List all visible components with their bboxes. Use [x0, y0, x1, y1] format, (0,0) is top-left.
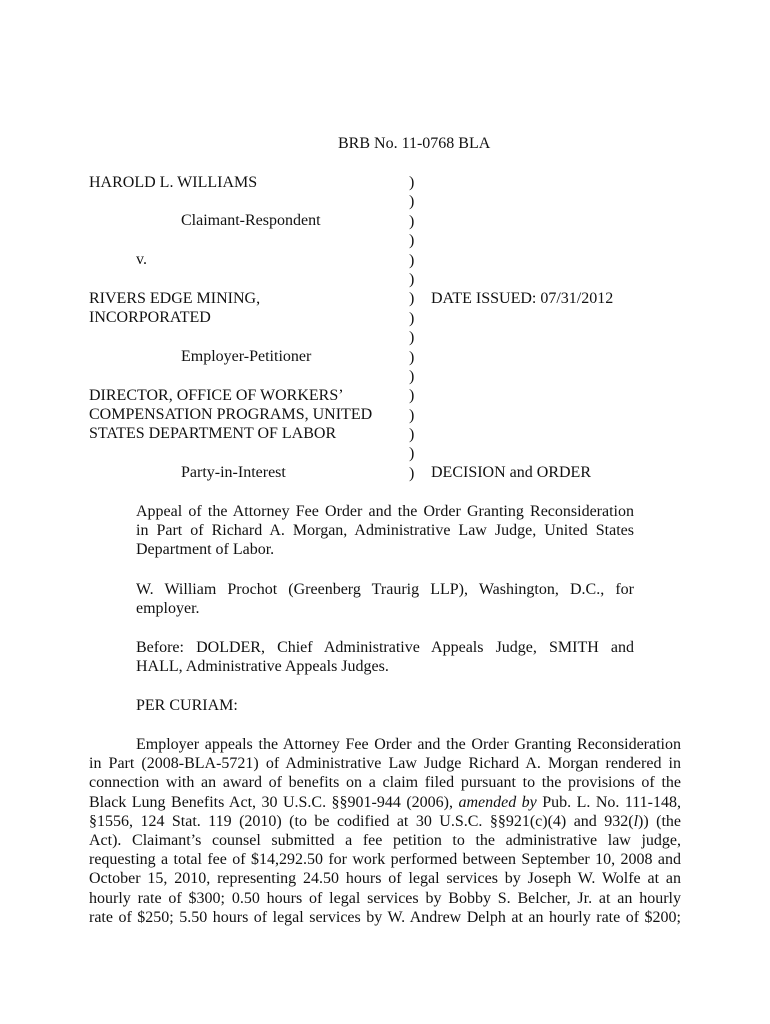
body-line: connection with an award of benefits on a claim filed pursuant to the provisions of the	[89, 774, 681, 792]
claimant-name: HAROLD L. WILLIAMS	[89, 174, 258, 191]
versus: v.	[136, 251, 147, 268]
caption-paren: )	[409, 290, 415, 308]
caption-paren: )	[409, 232, 415, 250]
caption-paren: )	[409, 329, 415, 347]
panel-paragraph	[136, 638, 634, 676]
caption-paren: )	[409, 309, 415, 327]
body-line: Employer appeals the Attorney Fee Order and the Order Granting Reconsideration	[136, 736, 681, 753]
docket-number: BRB No. 11-0768 BLA	[338, 135, 491, 152]
appeal-line: in Part of Richard A. Morgan, Administrative Law Judge, United States	[136, 522, 634, 540]
caption-paren: )	[409, 406, 415, 424]
caption-paren: )	[409, 445, 415, 463]
caption-paren: )	[409, 464, 415, 482]
caption-paren: )	[409, 426, 415, 444]
body-line: October 15, 2010, representing 24.50 hours of legal services by Joseph W. Wolfe at an	[89, 870, 681, 888]
employer-role: Employer-Petitioner	[181, 348, 312, 365]
party-role: Party-in-Interest	[181, 464, 286, 481]
counsel-paragraph	[136, 580, 634, 618]
body-line: Act). Claimant’s counsel submitted a fee petition to the administrative law judge,	[89, 832, 681, 850]
body-italic-fragment: l	[633, 812, 639, 830]
employer-name-line2: INCORPORATED	[89, 309, 211, 326]
claimant-role: Claimant-Respondent	[181, 212, 321, 229]
caption-paren: )	[409, 251, 415, 269]
caption-paren: )	[409, 348, 415, 366]
date-issued: DATE ISSUED: 07/31/2012	[431, 290, 614, 307]
body-fragment: Black Lung Benefits Act, 30 U.S.C. §§901-944 (2006),	[89, 793, 453, 811]
appeal-paragraph	[136, 502, 634, 560]
body-fragment: Pub. L. No. 111-148,	[542, 793, 682, 811]
panel-line: Before: DOLDER, Chief Administrative Appeals Judge, SMITH and	[136, 639, 634, 656]
director-line1: DIRECTOR, OFFICE OF WORKERS’	[89, 387, 344, 404]
body-fragment: )) (the	[638, 812, 682, 830]
director-line2: COMPENSATION PROGRAMS, UNITED	[89, 406, 373, 423]
decision-and-order: DECISION and ORDER	[431, 464, 591, 481]
body-line	[89, 812, 681, 831]
caption-paren: )	[409, 270, 415, 288]
appeal-line: Department of Labor.	[136, 541, 275, 559]
caption-paren: )	[409, 193, 415, 211]
body-line	[89, 793, 681, 812]
opinion-body	[89, 735, 681, 927]
caption-paren: )	[409, 387, 415, 405]
body-line: requesting a total fee of $14,292.50 for work performed between September 10, 2008 and	[89, 851, 681, 869]
employer-name-line1: RIVERS EDGE MINING,	[89, 290, 261, 307]
body-line: rate of $250; 5.50 hours of legal services by W. Andrew Delph at an hourly rate of $200;	[89, 908, 681, 926]
counsel-line: W. William Prochot (Greenberg Traurig LLP), Washington, D.C., for	[136, 581, 634, 598]
panel-line: HALL, Administrative Appeals Judges.	[136, 658, 389, 676]
per-curiam-heading: PER CURIAM:	[136, 697, 238, 714]
appeal-line: Appeal of the Attorney Fee Order and the Order Granting Reconsideration	[136, 503, 634, 520]
counsel-line: employer.	[136, 600, 200, 618]
caption-paren: )	[409, 367, 415, 385]
body-fragment: §1556, 124 Stat. 119 (2010) (to be codified at 30 U.S.C. §§921(c)(4) and 932(	[89, 812, 634, 830]
director-line3: STATES DEPARTMENT OF LABOR	[89, 425, 337, 442]
caption-paren: )	[409, 174, 415, 191]
caption-parenthesis-column	[409, 173, 414, 483]
body-line: hourly rate of $300; 0.50 hours of legal services by Bobby S. Belcher, Jr. at an hourly	[89, 889, 681, 907]
body-italic-fragment: amended by	[458, 793, 537, 811]
body-line: in Part (2008-BLA-5721) of Administrative Law Judge Richard A. Morgan rendered in	[89, 755, 681, 773]
caption-paren: )	[409, 212, 415, 230]
